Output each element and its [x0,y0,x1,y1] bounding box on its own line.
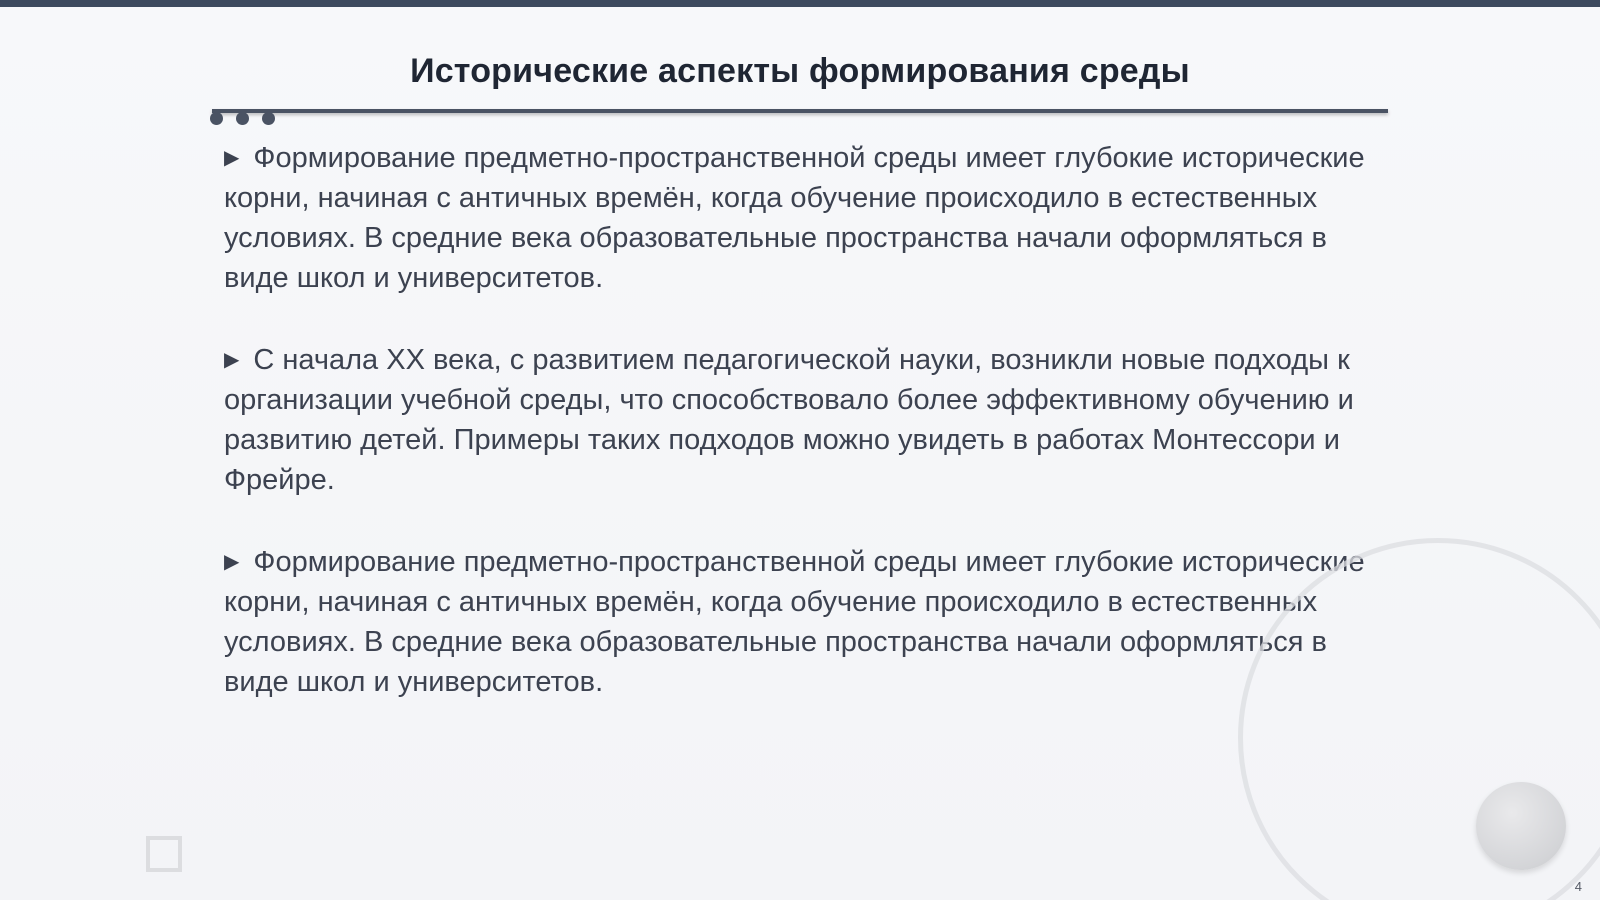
bullet-text: Формирование предметно-пространственной среды имеет глубокие исторические корни, начиная с античных времён, когда обучение происходило в естественных условиях. В средние века образовательные пространства начали оформляться в виде школ и университетов. [224,546,1365,698]
top-accent-bar [0,0,1600,7]
dot-icon [210,112,223,125]
bullet-item [224,542,1384,702]
decorative-square [146,836,182,872]
dot-icon [262,112,275,125]
slide-title: Исторические аспекты формирования среды [410,52,1190,90]
decorative-sphere [1476,782,1566,870]
triangle-right-icon: ▶ [224,349,240,371]
bullet-text: С начала XX века, с развитием педагогической науки, возникли новые подходы к организации учебной среды, что способствовало более эффективному обучению и развитию детей. Примеры таких подходов можно увидеть в работах Монтессори и Фрейре. [224,344,1354,496]
bullet-text: Формирование предметно-пространственной среды имеет глубокие исторические корни, начиная с античных времён, когда обучение происходило в естественных условиях. В средние века образовательные пространства начали оформляться в виде школ и университетов. [224,142,1365,294]
page-number: 4 [1574,879,1582,894]
triangle-right-icon: ▶ [224,551,240,573]
dot-icon [236,112,249,125]
bullet-list [224,138,1384,744]
triangle-right-icon: ▶ [224,147,240,169]
title-underline [212,109,1388,113]
bullet-item [224,138,1384,298]
bullet-item [224,340,1384,500]
